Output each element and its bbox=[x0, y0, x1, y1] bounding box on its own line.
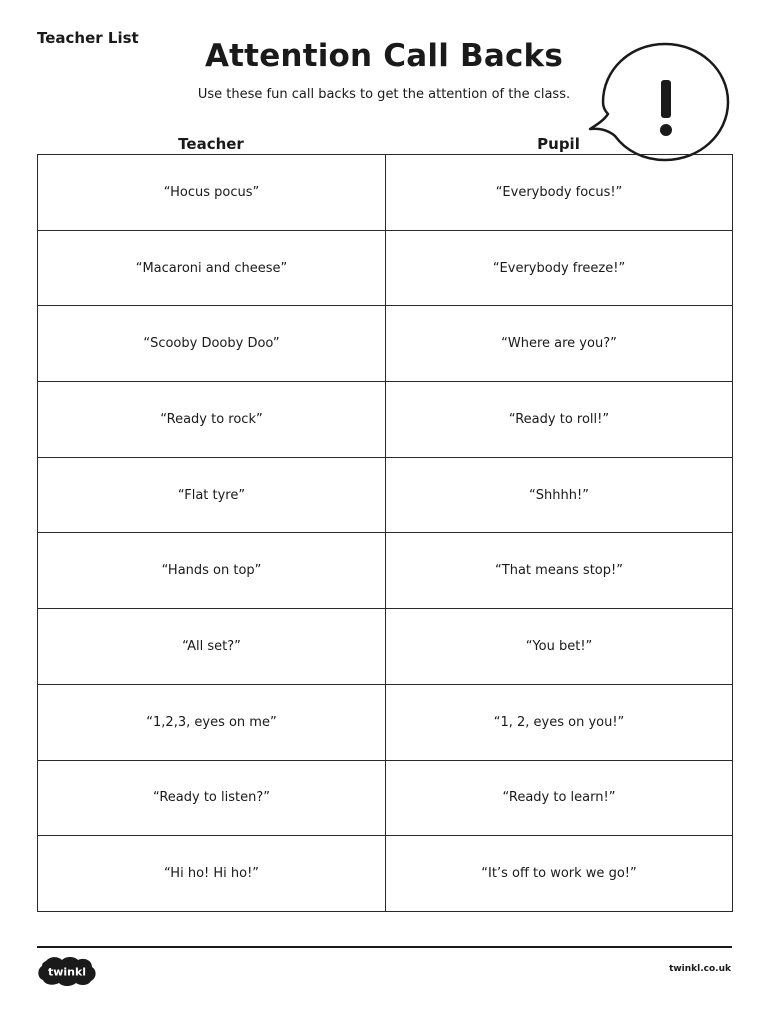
column-header-teacher: Teacher bbox=[178, 135, 244, 153]
teacher-call-cell: “Flat tyre” bbox=[38, 457, 386, 533]
callback-table bbox=[37, 154, 733, 912]
table-row bbox=[38, 155, 733, 231]
table-row bbox=[38, 457, 733, 533]
table-row bbox=[38, 533, 733, 609]
table-row bbox=[38, 306, 733, 382]
pupil-response-cell: “That means stop!” bbox=[386, 533, 733, 609]
table-row bbox=[38, 760, 733, 836]
pupil-response-cell: “It’s off to work we go!” bbox=[386, 836, 733, 912]
table-row bbox=[38, 609, 733, 685]
teacher-call-cell: “Hi ho! Hi ho!” bbox=[38, 836, 386, 912]
table-row bbox=[38, 836, 733, 912]
footer-site: twinkl.co.uk bbox=[669, 964, 731, 974]
table-row bbox=[38, 230, 733, 306]
pupil-response-cell: “You bet!” bbox=[386, 609, 733, 685]
twinkl-logo bbox=[36, 955, 98, 987]
pupil-response-cell: “Everybody freeze!” bbox=[386, 230, 733, 306]
teacher-call-cell: “Ready to listen?” bbox=[38, 760, 386, 836]
page-subtitle: Use these fun call backs to get the attention of the class. bbox=[197, 87, 571, 102]
pupil-response-cell: “Everybody focus!” bbox=[386, 155, 733, 231]
teacher-call-cell: “All set?” bbox=[38, 609, 386, 685]
pupil-response-cell: “Ready to learn!” bbox=[386, 760, 733, 836]
teacher-call-cell: “Hands on top” bbox=[38, 533, 386, 609]
pupil-response-cell: “Shhhh!” bbox=[386, 457, 733, 533]
footer-divider bbox=[37, 946, 732, 948]
teacher-call-cell: “Scooby Dooby Doo” bbox=[38, 306, 386, 382]
teacher-list-label: Teacher List bbox=[37, 29, 139, 47]
pupil-response-cell: “Where are you?” bbox=[386, 306, 733, 382]
column-header-pupil: Pupil bbox=[537, 135, 580, 153]
teacher-call-cell: “Macaroni and cheese” bbox=[38, 230, 386, 306]
pupil-response-cell: “1, 2, eyes on you!” bbox=[386, 684, 733, 760]
table-row bbox=[38, 382, 733, 458]
table-row bbox=[38, 684, 733, 760]
teacher-call-cell: “1,2,3, eyes on me” bbox=[38, 684, 386, 760]
page-title: Attention Call Backs bbox=[204, 38, 564, 74]
teacher-call-cell: “Hocus pocus” bbox=[38, 155, 386, 231]
logo-text: twinkl bbox=[47, 965, 87, 979]
teacher-call-cell: “Ready to rock” bbox=[38, 382, 386, 458]
pupil-response-cell: “Ready to roll!” bbox=[386, 382, 733, 458]
